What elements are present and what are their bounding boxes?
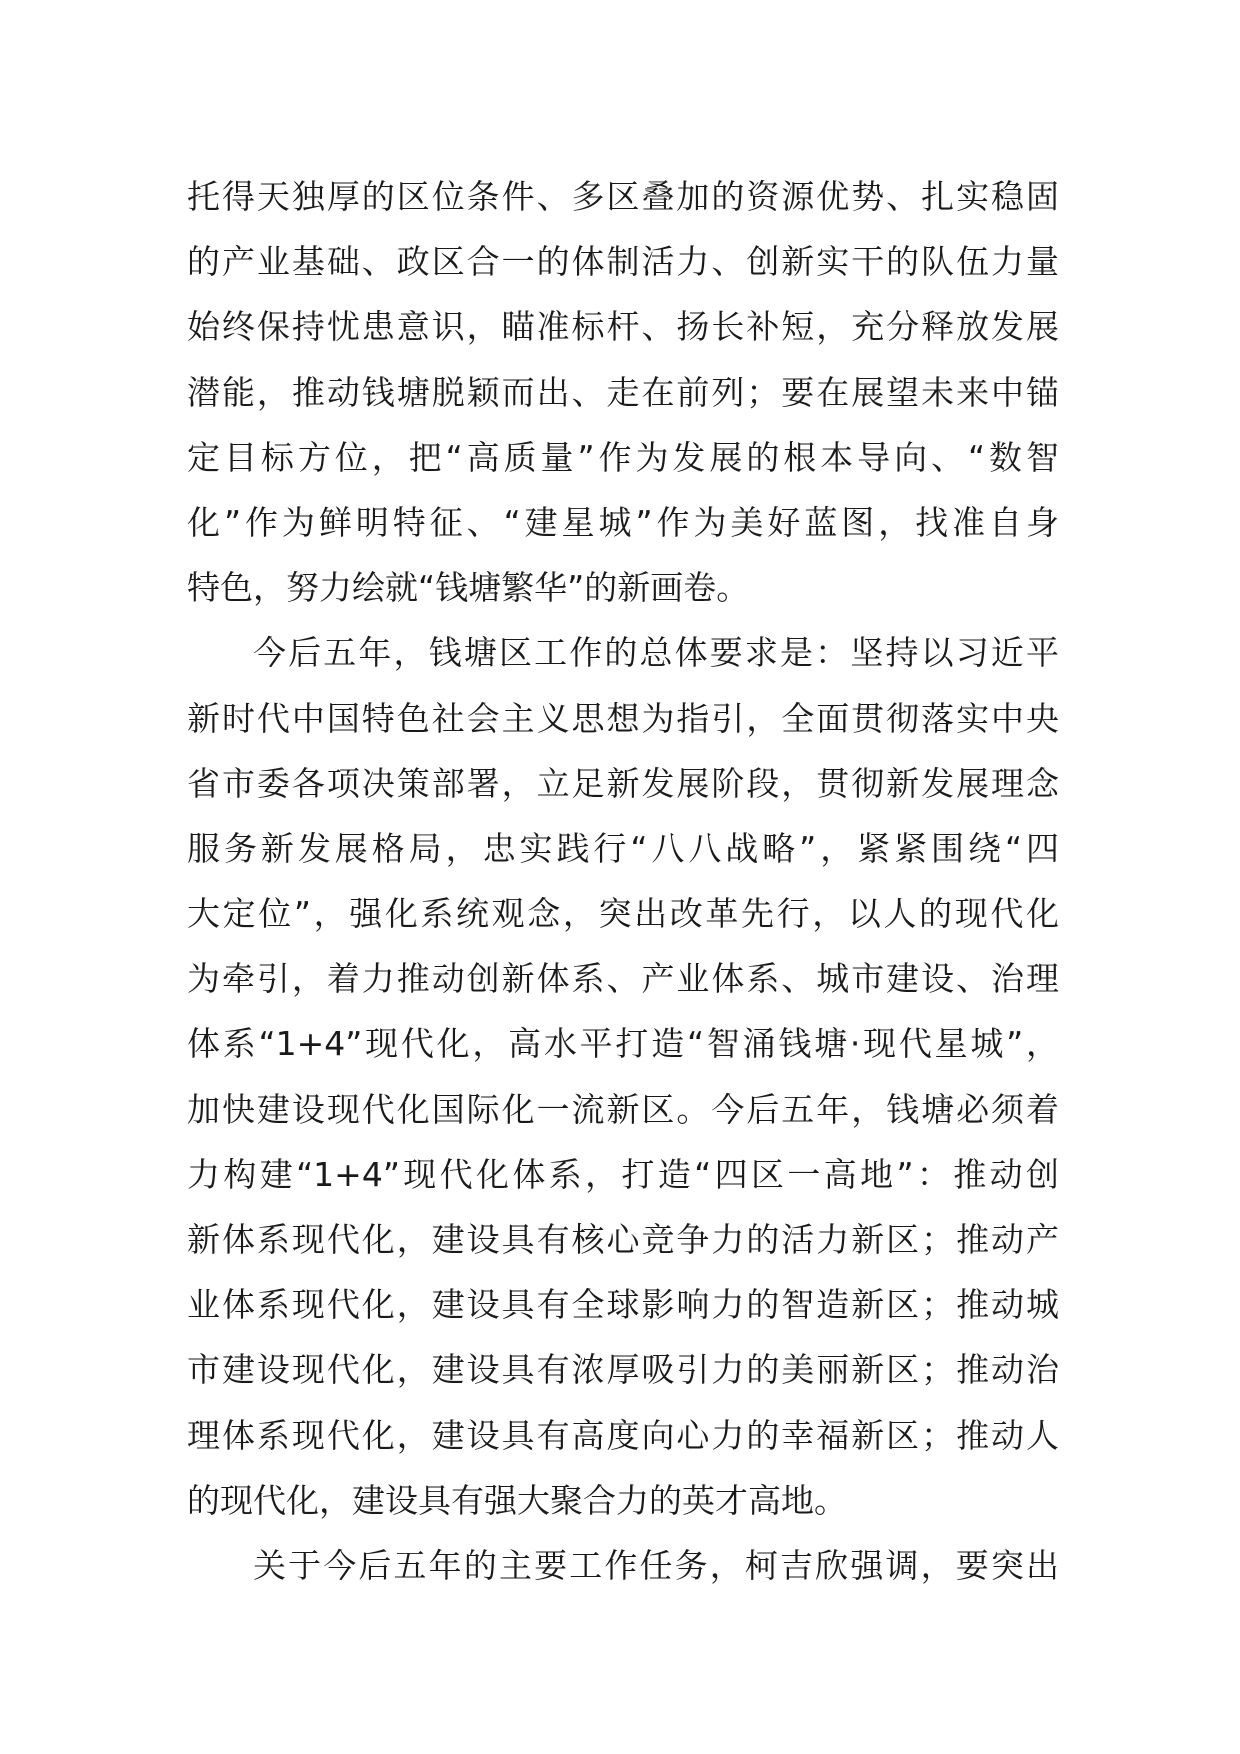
text-line: 特色，努力绘就“钱塘繁华”的新画卷。 <box>187 568 750 608</box>
text-line: 定目标方位，把“高质量”作为发展的根本导向、“数智 <box>187 437 1059 477</box>
text-line: 化”作为鲜明特征、“建星城”作为美好蓝图，找准自身 <box>187 502 1059 542</box>
text-line: 体系“1+4”现代化，高水平打造“智涌钱塘·现代星城”， <box>187 1024 1059 1064</box>
text-line: 新时代中国特色社会主义思想为指引，全面贯彻落实中央 <box>187 698 1059 738</box>
paragraph-2 <box>187 620 1059 1533</box>
text-line: 关于今后五年的主要工作任务，柯吉欣强调，要突出 <box>253 1545 1059 1585</box>
text-line: 业体系现代化，建设具有全球影响力的智造新区；推动城 <box>187 1285 1059 1325</box>
text-line: 理体系现代化，建设具有高度向心力的幸福新区；推动人 <box>187 1415 1059 1455</box>
paragraph-3 <box>187 1533 1059 1598</box>
text-line: 服务新发展格局，忠实践行“八八战略”，紧紧围绕“四 <box>187 828 1059 868</box>
text-line: 大定位”，强化系统观念，突出改革先行，以人的现代化 <box>187 894 1059 934</box>
text-line: 为牵引，着力推动创新体系、产业体系、城市建设、治理 <box>187 959 1059 999</box>
text-line: 潜能，推动钱塘脱颖而出、走在前列；要在展望未来中锚 <box>187 372 1059 412</box>
text-line: 力构建“1+4”现代化体系，打造“四区一高地”：推动创 <box>187 1154 1059 1194</box>
text-line: 新体系现代化，建设具有核心竞争力的活力新区；推动产 <box>187 1220 1059 1259</box>
text-line: 市建设现代化，建设具有浓厚吸引力的美丽新区；推动治 <box>187 1350 1059 1390</box>
paragraph-1 <box>187 164 1059 620</box>
text-line: 始终保持忧患意识，瞄准标杆、扬长补短，充分释放发展 <box>187 307 1059 347</box>
text-line: 加快建设现代化国际化一流新区。今后五年，钱塘必须着 <box>187 1089 1059 1129</box>
text-line: 省市委各项决策部署，立足新发展阶段，贯彻新发展理念 <box>187 763 1059 803</box>
text-line: 托得天独厚的区位条件、多区叠加的资源优势、扎实稳固 <box>187 177 1059 216</box>
text-line: 的现代化，建设具有强大聚合力的英才高地。 <box>187 1480 847 1520</box>
text-line: 今后五年，钱塘区工作的总体要求是：坚持以习近平 <box>253 633 1059 673</box>
text-line: 的产业基础、政区合一的体制活力、创新实干的队伍力量 <box>187 242 1059 282</box>
body-text <box>187 164 1059 1598</box>
